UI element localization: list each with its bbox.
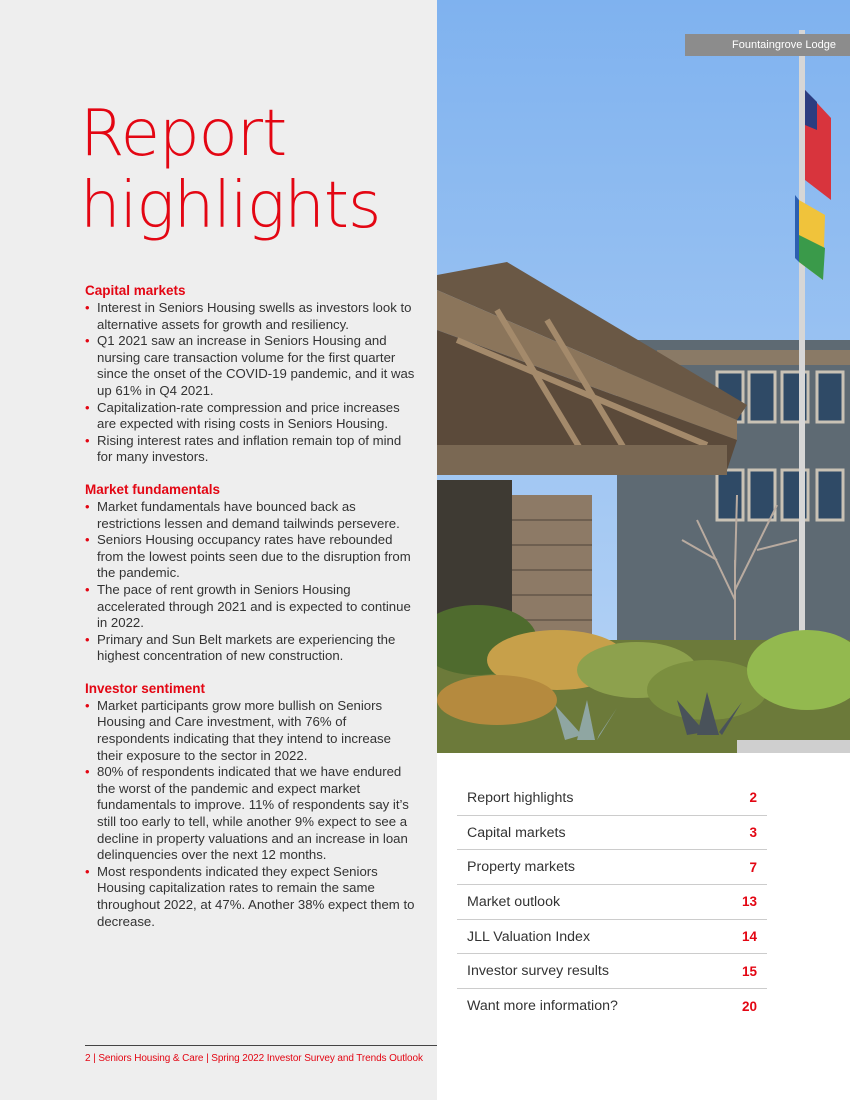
toc-page-number: 14	[741, 929, 757, 945]
toc-item[interactable]	[457, 850, 767, 885]
toc-item[interactable]	[457, 885, 767, 920]
toc-page-number: 20	[741, 998, 757, 1014]
bullet-item: • The pace of rent growth in Seniors Housing accelerated through 2021 and is expected to continue in 2022.	[85, 582, 415, 632]
toc-page-number: 2	[749, 790, 757, 806]
table-of-contents	[457, 781, 767, 1024]
page-footer: 2 | Seniors Housing & Care | Spring 2022 Investor Survey and Trends Outlook	[85, 1053, 423, 1064]
title-line-2: highlights	[80, 169, 381, 243]
toc-page-number: 13	[741, 894, 757, 910]
highlights-content	[85, 283, 415, 946]
toc-page-number: 3	[749, 825, 757, 841]
bullet-item: • Capitalization-rate compression and price increases are expected with rising costs in Seniors Housing.	[85, 400, 415, 433]
toc-label: Report highlights	[467, 789, 574, 806]
toc-page-number: 15	[741, 963, 757, 979]
bullet-item: • Market participants grow more bullish on Seniors Housing and Care investment, with 76% of respondents indicating that they intend to increase their exposure to the sector in 2022.	[85, 698, 415, 764]
bullet-list	[85, 499, 415, 665]
toc-item[interactable]	[457, 816, 767, 851]
bullet-list	[85, 300, 415, 466]
bullet-item: • Interest in Seniors Housing swells as investors look to alternative assets for growth and resiliency.	[85, 300, 415, 333]
toc-label: Want more information?	[467, 998, 618, 1015]
section-heading: Market fundamentals	[85, 481, 221, 497]
section-heading: Capital markets	[85, 283, 186, 298]
cover-photo	[437, 0, 850, 753]
footer-divider	[85, 1045, 437, 1046]
section-market-fundamentals	[85, 482, 415, 665]
title-line-1: Report	[80, 97, 287, 171]
bullet-item: • 80% of respondents indicated that we have endured the worst of the pandemic and expect market fundamentals to improve. 11% of respondents say it’s still too early to tell, while another 9% expect to see a decline in property valuations and an increase in loan delinquencies over the next 12 months.	[85, 764, 415, 864]
bullet-item: • Market fundamentals have bounced back as restrictions lessen and demand tailwinds persevere.	[85, 499, 415, 532]
bullet-item: • Rising interest rates and inflation remain top of mind for many investors.	[85, 433, 415, 466]
toc-item[interactable]	[457, 781, 767, 816]
bullet-item: • Primary and Sun Belt markets are experiencing the highest concentration of new construction.	[85, 632, 415, 665]
toc-label: Capital markets	[467, 824, 566, 841]
toc-label: Property markets	[467, 859, 576, 876]
toc-label: JLL Valuation Index	[467, 928, 591, 945]
toc-item[interactable]	[457, 920, 767, 955]
section-investor-sentiment	[85, 681, 415, 930]
bullet-list	[85, 698, 415, 930]
section-capital-markets	[85, 283, 415, 466]
toc-item[interactable]	[457, 989, 767, 1024]
toc-label: Market outlook	[467, 893, 561, 910]
toc-page-number: 7	[749, 859, 757, 875]
bullet-item: • Most respondents indicated they expect Seniors Housing capitalization rates to remain the same throughout 2022, at 47%. Another 38% expect them to decrease.	[85, 864, 415, 930]
page-title	[80, 98, 380, 242]
toc-item[interactable]	[457, 954, 767, 989]
bullet-item: • Q1 2021 saw an increase in Seniors Housing and nursing care transaction volume for the first quarter since the onset of the COVID-19 pandemic, and it was up 61% in Q4 2021.	[85, 333, 415, 399]
bullet-item: • Seniors Housing occupancy rates have rebounded from the lowest points seen due to the disruption from the pandemic.	[85, 532, 415, 582]
building-photo-illustration	[437, 0, 850, 753]
section-heading: Investor sentiment	[85, 680, 206, 696]
toc-label: Investor survey results	[467, 963, 609, 980]
photo-caption: Fountaingrove Lodge	[685, 34, 850, 56]
